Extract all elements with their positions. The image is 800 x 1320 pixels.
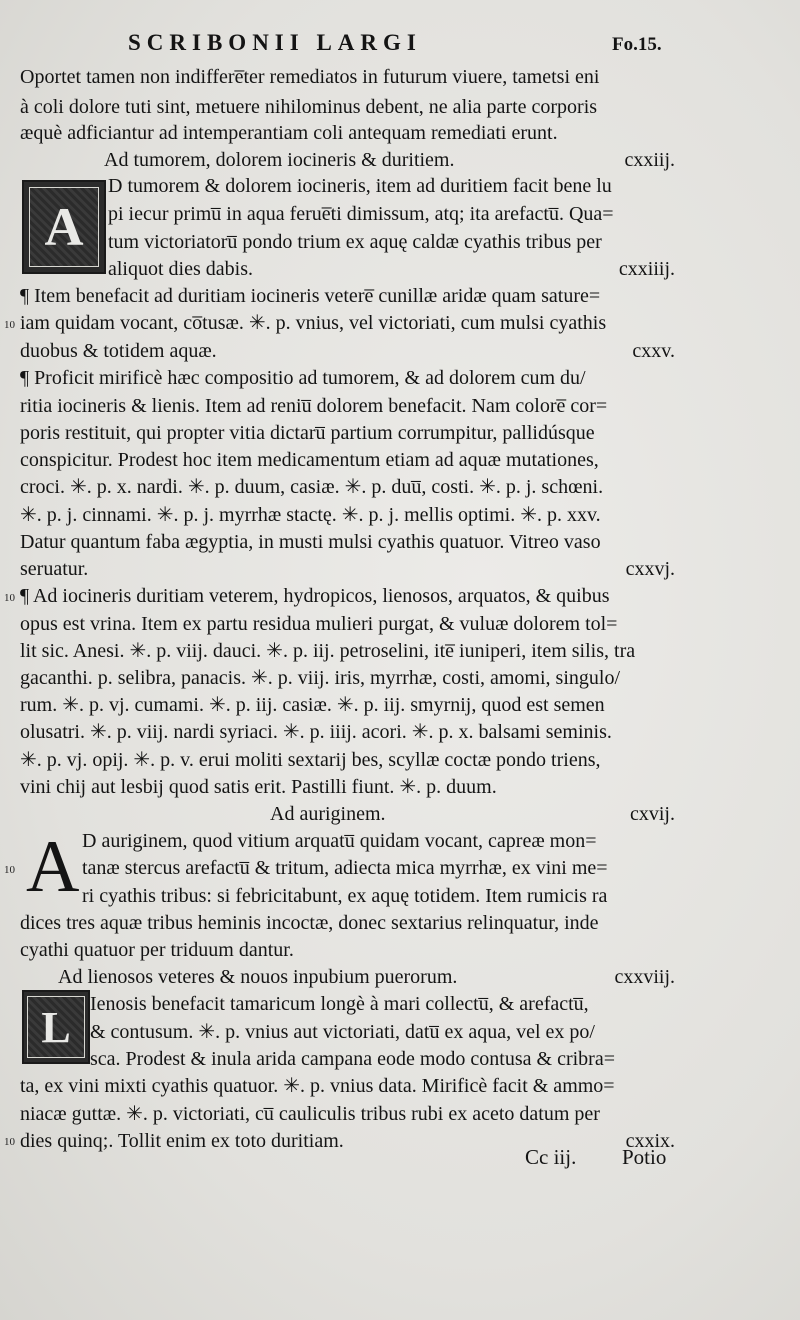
- text-line: ¶ Item benefacit ad duritiam iocineris vetere̅ cunillæ aridæ quam sature=: [20, 285, 601, 307]
- text-line: ri cyathis tribus: si febricitabunt, ex aquę totidem. Item rumicis ra: [82, 885, 608, 907]
- text-line: ta, ex vini mixti cyathis quatuor. ✳. p. vnius data. Mirificè facit & ammo=: [20, 1075, 615, 1097]
- text-line: aliquot dies dabis. cxxiiij.: [108, 254, 675, 284]
- text-line: gacanthi. p. selibra, panacis. ✳. p. viij. iris, myrrhæ, costi, amomi, singulo/: [20, 667, 620, 689]
- text-line: D tumorem & dolorem iocineris, item ad duritiem facit bene lu: [108, 175, 612, 197]
- text-line: sca. Prodest & inula arida campana eode modo contusa & cribra=: [90, 1048, 615, 1070]
- text-line: ¶ Ad iocineris duritiam veterem, hydropicos, lienosos, arquatos, & quibus: [20, 585, 610, 607]
- text-line: ritia iocineris & lienis. Item ad reniu̅ dolorem benefacit. Nam colore̅ cor=: [20, 395, 608, 417]
- margin-line-number: 10: [4, 864, 15, 876]
- text-line: cyathi quatuor per triduum dantur.: [20, 939, 294, 961]
- text-line: niacæ guttæ. ✳. p. victoriati, cu̅ cauliculis tribus rubi ex aceto datum per: [20, 1103, 600, 1125]
- text-line: ✳. p. j. cinnami. ✳. p. j. myrrhæ stactę. ✳. p. j. mellis optimi. ✳. p. xxv.: [20, 504, 601, 526]
- decorated-initial: L: [22, 990, 90, 1064]
- section-number: cxxviij.: [614, 966, 675, 988]
- section-number: cxvij.: [630, 803, 675, 825]
- text-line: dies quinq;. Tollit enim ex toto duritiam. cxxix.: [20, 1126, 675, 1156]
- section-number: cxxvj.: [625, 558, 675, 580]
- text-line: lit sic. Anesi. ✳. p. viij. dauci. ✳. p. iij. petroselini, ite̅ iuniperi, item silis, tra: [20, 640, 636, 662]
- margin-line-number: 10: [4, 319, 15, 331]
- text-line: Datur quantum faba ægyptia, in musti mulsi cyathis quatuor. Vitreo vaso: [20, 531, 601, 553]
- text-line: D auriginem, quod vitium arquatu̅ quidam vocant, capreæ mon=: [82, 830, 597, 852]
- text-line: à coli dolore tuti sint, metuere nihilominus debent, ne alia parte corporis: [20, 96, 598, 118]
- section-heading: Ad tumorem, dolorem iocineris & duritiem. cxxiij.: [20, 145, 675, 175]
- text-line: croci. ✳. p. x. nardi. ✳. p. duum, casiæ. ✳. p. duu̅, costi. ✳. p. j. schœni.: [20, 476, 604, 498]
- text-line: ¶ Proficit mirificè hæc compositio ad tumorem, & ad dolorem cum du/: [20, 367, 586, 389]
- text-line: Oportet tamen non indiffere̅ter remediatos in futurum viuere, tametsi eni: [20, 66, 600, 88]
- text-line: duobus & totidem aquæ. cxxv.: [20, 336, 675, 366]
- margin-line-number: 10: [4, 1136, 15, 1148]
- text-line: poris restituit, qui propter vitia dictaru̅ partium corrumpitur, pallidúsque: [20, 422, 595, 444]
- section-number: cxxiiij.: [618, 258, 675, 280]
- text-line: seruatur. cxxvj.: [20, 554, 675, 584]
- section-heading: Ad lienosos veteres & nouos inpubium puerorum. cxxviij.: [20, 962, 675, 992]
- section-number: cxxiij.: [624, 149, 675, 171]
- decorated-initial: A: [22, 180, 106, 274]
- text-line: vini chij aut lesbij quod satis erit. Pastilli fiunt. ✳. p. duum.: [20, 776, 497, 798]
- initial-letter: A: [26, 826, 80, 908]
- text-line: conspicitur. Prodest hoc item medicamentum etiam ad aquæ mutationes,: [20, 449, 599, 471]
- text-line: iam quidam vocant, co̅tusæ. ✳. p. vnius, vel victoriati, cum mulsi cyathis: [20, 312, 607, 334]
- catchword: Potio: [622, 1145, 667, 1169]
- section-number: cxxv.: [632, 340, 675, 362]
- text-line: opus est vrina. Item ex partu residua mulieri purgat, & vuluæ dolorem tol=: [20, 613, 618, 635]
- section-heading: Ad auriginem. cxvij.: [20, 799, 675, 829]
- text-line: pi iecur primu̅ in aqua ferue̅ti dimissum, atq; ita arefactu̅. Qua=: [108, 203, 614, 225]
- running-title: SCRIBONII LARGI: [128, 30, 422, 55]
- text-line: Ienosis benefacit tamaricum longè à mari collectu̅, & arefactu̅,: [90, 993, 589, 1015]
- text-line: olusatri. ✳. p. viij. nardi syriaci. ✳. p. iiij. acori. ✳. p. x. balsami seminis.: [20, 721, 612, 743]
- text-line: æquè adficiantur ad intemperantiam coli antequam remediati erunt.: [20, 122, 558, 144]
- text-line: & contusum. ✳. p. vnius aut victoriati, datu̅ ex aqua, vel ex po/: [90, 1021, 595, 1043]
- section-number: cxxix.: [625, 1130, 675, 1152]
- text-line: tum victoriatoru̅ pondo trium ex aquę caldæ cyathis tribus per: [108, 231, 602, 253]
- text-line: tanæ stercus arefactu̅ & tritum, adiecta mica myrrhæ, ex vini me=: [82, 857, 608, 879]
- folio-number: Fo.15.: [612, 34, 662, 55]
- signature-mark: Cc iij.: [525, 1145, 577, 1169]
- margin-line-number: 10: [4, 592, 15, 604]
- text-line: rum. ✳. p. vj. cumami. ✳. p. iij. casiæ. ✳. p. iij. smyrnij, quod est semen: [20, 694, 605, 716]
- text-line: ✳. p. vj. opij. ✳. p. v. erui moliti sextarij bes, scyllæ coctæ pondo triens,: [20, 749, 601, 771]
- text-line: dices tres aquæ tribus heminis incoctæ, donec sextarius relinquatur, inde: [20, 912, 599, 934]
